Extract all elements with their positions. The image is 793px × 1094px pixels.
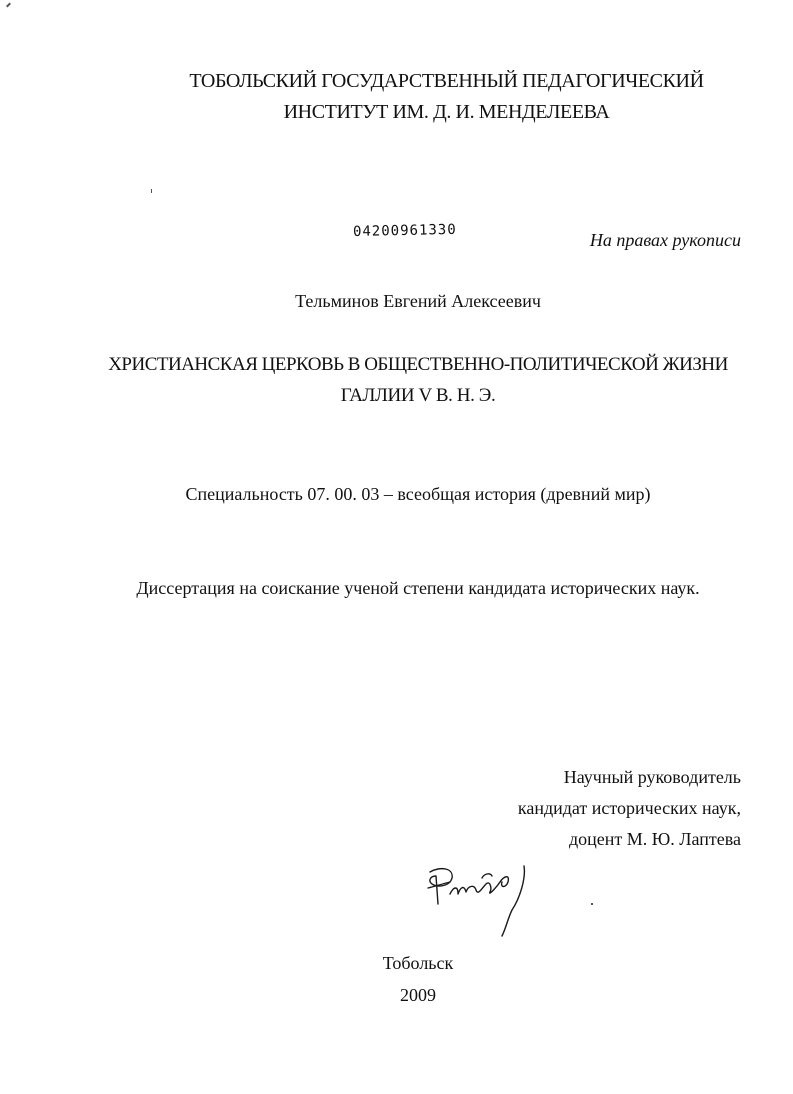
advisor-name: доцент М. Ю. Лаптева (569, 829, 741, 849)
specialty-line: Специальность 07. 00. 03 – всеобщая история (древний мир) (185, 484, 651, 504)
dissertation-title-line-1: ХРИСТИАНСКАЯ ЦЕРКОВЬ В ОБЩЕСТВЕННО-ПОЛИТИЧЕСКОЙ ЖИЗНИ (108, 354, 728, 375)
city-name: Тобольск (382, 953, 454, 973)
institution-line-2: ИНСТИТУТ ИМ. Д. И. МЕНДЕЛЕЕВА (283, 101, 610, 123)
author-name: Тельминов Евгений Алексеевич (295, 291, 541, 311)
scientific-advisor-block (518, 762, 741, 855)
publication-year: 2009 (400, 985, 436, 1005)
scan-speck-mark (6, 3, 11, 8)
dissertation-title-line-2: ГАЛЛИИ V В. Н. Э. (340, 385, 496, 406)
registration-number: 04200961330 (352, 221, 457, 240)
scan-speck-mark (591, 903, 593, 905)
advisor-role: Научный руководитель (563, 767, 741, 787)
dissertation-note: Диссертация на соискание ученой степени кандидата исторических наук. (136, 578, 700, 598)
institution-line-1: ТОБОЛЬСКИЙ ГОСУДАРСТВЕННЫЙ ПЕДАГОГИЧЕСКИЙ (189, 70, 704, 92)
scan-speck-mark (151, 189, 152, 193)
rights-note: На правах рукописи (589, 230, 741, 250)
handwritten-signature-icon (420, 858, 540, 940)
advisor-degree: кандидат исторических наук, (517, 798, 741, 818)
